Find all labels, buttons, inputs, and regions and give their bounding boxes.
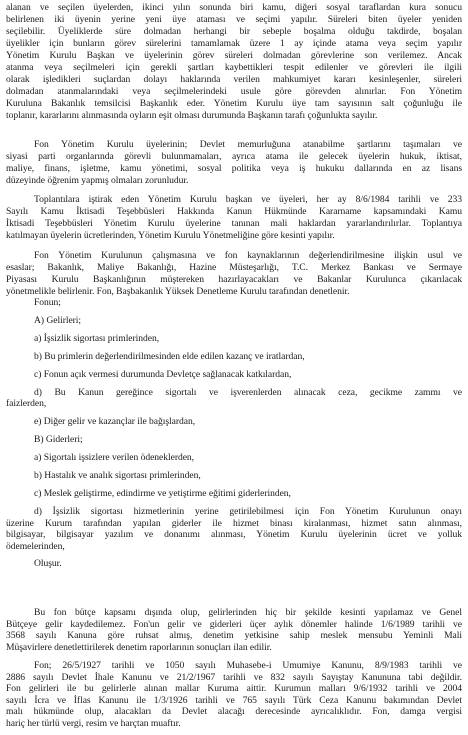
list-item: e) Diğer gelir ve kazançlar ile bağışlardan,	[34, 416, 196, 427]
list-intro: Fonun;	[34, 297, 61, 308]
section-heading-income: A) Gelirleri;	[34, 315, 82, 326]
text-line: sayılı İcra ve İflas Kanunu ile 1/3/1926 tarihli ve 765 sayılı Türk Ceza Kanunu bakımından Devlet	[6, 694, 462, 706]
list-conclusion: Oluşur.	[34, 558, 62, 569]
text-line: Müşavirlere denetlettirilerek denetim raporlarının sonuçları ilan edilir.	[6, 641, 272, 653]
text-line: siyasi parti organlarında görevli bulunmamaları, ayrıca atama ile gelecek üyelerin hukuk, iktisat,	[6, 151, 462, 162]
text-line: maliye, finans, işletme, kamu yönetimi, sosyal politika veya iş hukuku dallarında en az lisans	[6, 163, 462, 174]
text-line: Kuruluna Bakanlık temsilcisi Başkanlık eder. Yönetim Kurulu üye tam sayısının salt çoğunluğu ile	[6, 98, 462, 109]
text-line: Fon gelirleri ile bu gelirlerle alınan mallar Kuruma aittir. Kurumun malları 9/6/1932 tarihli ve 2004	[6, 683, 462, 694]
text-line: 3568 sayılı Kanuna göre ruhsat almış, denetim yetkisine sahip meslek mensubu Yeminli Mali	[6, 630, 462, 641]
list-item: d) Bu Kanun gereğince sigortalı ve işverenlerden alınacak ceza, gecikme zammı ve	[34, 387, 462, 398]
list-item-continuation: ödemelerinden,	[6, 540, 65, 552]
text-line: Piyasası Kurulu Başkanlığının müştereken hazırlayacakları ve Bakanlar Kurulunca çıkarılacak	[6, 274, 462, 285]
text-line: katılmayan üyelerin ücretlerinden, Yönetim Kurulu Yönetmeliğine göre kesinti yapılır.	[6, 230, 335, 241]
list-item: d) İşsizlik sigortası hizmetlerinin yerine getirilebilmesi için Fon Yönetim Kurulunun onayı	[34, 506, 462, 517]
text-line: Fon Yönetim Kurulunun çalışmasına ve fon kaynaklarının değerlendirilmesine ilişkin usul ve	[34, 250, 462, 261]
list-item-continuation: üzerine Kurum tarafından yapılan giderler ile hizmet binası kiralanması, hizmet satın alınması,	[6, 517, 462, 529]
list-item: b) Bu primlerin değerlendirilmesinden elde edilen kazanç ve iratlardan,	[34, 351, 305, 362]
text-line: malı hükmünde olup, alacakları da Devlet alacağı derecesinde ayrıcalıklıdır. Fon, damga vergisi	[6, 706, 462, 717]
text-line: Yönetim Kurulu Başkan ve üyelerinin görev süreleri dolmadan görevlerine son verilemez. Ancak	[6, 50, 462, 61]
list-item: a) İşsizlik sigortası primlerinden,	[34, 333, 160, 344]
text-line: toplanır, kararlarını alınmasında oyların eşit olması durumunda Başkanın tarafı çoğunlukta sayılır.	[6, 110, 378, 121]
list-item: c) Fonun açık vermesi durumunda Devletçe sağlanacak katkılardan,	[34, 369, 292, 380]
text-line: Fon; 26/5/1927 tarihli ve 1050 sayılı Muhasebe-i Umumiye Kanunu, 8/9/1983 tarihli ve	[34, 660, 462, 671]
text-line: düzeyinde öğrenim yapmış olmaları zorunludur.	[6, 175, 189, 186]
section-heading-expenses: B) Giderleri;	[34, 434, 83, 445]
text-line: belirlenen iki üyenin yerine yeni üye ataması ve seçimi yapılır. Süreleri biten üyeler yeniden	[6, 14, 462, 25]
text-line: Fon Yönetim Kurulu üyelerinin; Devlet memurluğuna atanabilme şartlarını taşımaları ve	[34, 139, 462, 150]
list-item-continuation: bilgisayar, bilgisayar yazılım ve donanımı alınması, Yönetim Kurulu üyelerinin ücret ve yolluk	[6, 529, 462, 540]
text-line: Sayılı Kamu İktisadi Teşebbüsleri Hakkında Kanun Hükmünde Kararname kapsamındaki Kamu	[6, 206, 462, 217]
text-line: İktisadi Teşebbüsleri Yönetim Kurulu üyelerine tanınan mali haklardan yararlandırılırlar. Toplantıya	[6, 218, 462, 229]
text-line: alanan ve seçilen üyelerden, ikinci yılın sonunda biri kamu, diğeri sosyal taraflardan kura sonucu	[6, 2, 462, 13]
text-line: dolmadan atanmalarındaki veya seçilmelerindeki usule göre görevden alınırlar. Fon Yönetim	[6, 86, 462, 97]
text-line: Bu fon bütçe kapsamı dışında olup, gelirlerinden hiç bir şekilde kesinti yapılamaz ve Genel	[34, 607, 462, 618]
list-item: b) Hastalık ve analık sigortası primlerinden,	[34, 470, 201, 481]
text-line: esaslar; Bakanlık, Maliye Bakanlığı, Hazine Müsteşarlığı, T.C. Merkez Bankası ve Sermaye	[6, 262, 462, 273]
list-item: c) Meslek geliştirme, edindirme ve yetiştirme eğitimi giderlerinden,	[34, 488, 291, 499]
text-line: yönetmelikle belirlenir. Fon, Başbakanlık Yüksek Denetleme Kurulu tarafından denetlenir.	[6, 286, 350, 297]
text-line: 2886 sayılı Devlet İhale Kanunu ve 21/2/1967 tarihli ve 832 sayılı Sayıştay Kanununa tabi değildir.	[6, 671, 462, 683]
text-line: olarak işledikleri suçlardan dolayı haklarında verilen mahkumiyet kararı kesinleşenler, süreleri	[6, 74, 462, 85]
list-item: a) Sigortalı işsizlere verilen ödeneklerden,	[34, 452, 195, 463]
text-line: Bütçeye gelir kaydedilemez. Fon'un gelir ve giderleri üçer aylık dönemler halinde 1/6/1989 tarihli ve	[6, 618, 462, 630]
text-line: atanma veya seçilmeleri için gerekli şartları kaybettikleri tespit edilenler ve görevleri ile ilgili	[6, 62, 462, 73]
text-line: üyelikler için bunların görev sürelerini tamamlamak üzere 1 ay içinde atama veya seçim yapılır	[6, 38, 462, 49]
text-line: seçilebilir. Üyeliklerde süre dolmadan herhangi bir sebeple boşalma olduğu takdirde, boşalan	[6, 26, 462, 37]
list-item-continuation: faizlerden,	[6, 398, 47, 409]
text-line: hariç her türlü vergi, resim ve harçtan muaftır.	[6, 717, 181, 729]
text-line: Toplantılara iştirak eden Yönetim Kurulu başkan ve üyeleri, her ay 8/6/1984 tarihli ve 233	[34, 194, 462, 205]
